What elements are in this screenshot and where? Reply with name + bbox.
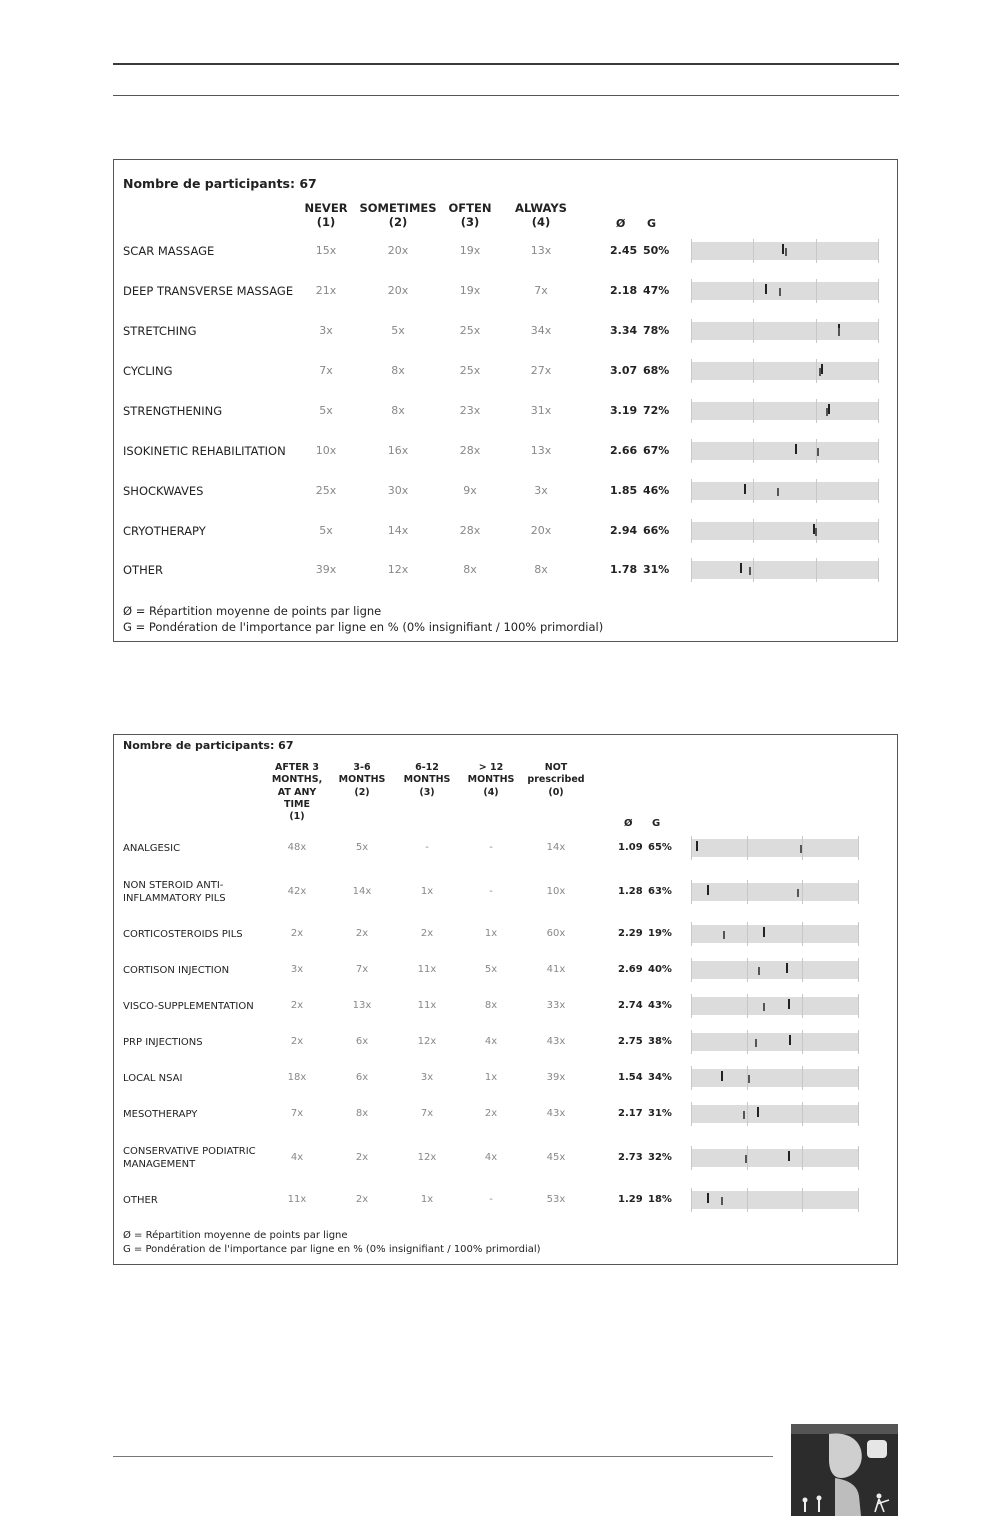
bar-tick xyxy=(691,1030,692,1054)
weight-value: 31% xyxy=(648,1107,672,1119)
row-label: CORTICOSTEROIDS PILS xyxy=(123,928,243,940)
table-cell: 25x xyxy=(459,363,481,377)
table-cell: 25x xyxy=(315,483,337,497)
avg-value: 2.75 xyxy=(618,1035,643,1047)
bar-tick xyxy=(802,1146,803,1170)
avg-marker xyxy=(744,484,746,494)
column-header: NOT prescribed (0) xyxy=(527,762,585,798)
avg-marker xyxy=(788,999,790,1009)
distribution-bar xyxy=(691,1149,859,1167)
row-label: CYCLING xyxy=(123,363,173,378)
table-cell: 14x xyxy=(352,885,372,897)
bar-tick xyxy=(747,958,748,982)
row-label: VISCO-SUPPLEMENTATION xyxy=(123,1000,254,1012)
weight-value: 19% xyxy=(648,927,672,939)
weight-marker xyxy=(785,248,787,256)
survey-table-exercises xyxy=(113,159,898,642)
table-cell: 8x xyxy=(463,562,477,576)
table-cell: 6x xyxy=(355,1035,369,1047)
bar-tick xyxy=(858,1188,859,1212)
weight-marker xyxy=(815,528,817,536)
weight-marker xyxy=(758,967,760,975)
table-cell: 15x xyxy=(315,243,337,257)
row-label: NON STEROID ANTI- INFLAMMATORY PILS xyxy=(123,880,226,904)
avg-value: 2.18 xyxy=(610,283,638,297)
table-cell: 19x xyxy=(459,243,481,257)
weight-value: 66% xyxy=(643,523,670,537)
bar-tick xyxy=(691,519,692,543)
avg-marker xyxy=(757,1107,759,1117)
weight-marker xyxy=(800,845,802,853)
table-cell: 10x xyxy=(546,885,566,897)
bar-tick xyxy=(747,836,748,860)
avg-value: 3.34 xyxy=(610,323,638,337)
avg-marker xyxy=(821,364,823,374)
bar-tick xyxy=(858,1146,859,1170)
avg-marker xyxy=(763,927,765,937)
bar-tick xyxy=(816,359,817,383)
table-cell: 2x xyxy=(290,999,304,1011)
bar-tick xyxy=(878,359,879,383)
bar-tick xyxy=(816,319,817,343)
table-cell: 20x xyxy=(530,523,552,537)
bar-tick xyxy=(802,1030,803,1054)
avg-marker xyxy=(828,404,830,414)
distribution-bar xyxy=(691,839,859,857)
row-label: PRP INJECTIONS xyxy=(123,1036,203,1048)
table-cell: 42x xyxy=(287,885,307,897)
bar-tick xyxy=(858,1102,859,1126)
avg-value: 2.73 xyxy=(618,1151,643,1163)
table-cell: 2x xyxy=(484,1107,498,1119)
row-label: STRETCHING xyxy=(123,323,197,338)
avg-value: 2.45 xyxy=(610,243,638,257)
table-cell: 7x xyxy=(290,1107,304,1119)
weight-value: 34% xyxy=(648,1071,672,1083)
avg-value: 2.17 xyxy=(618,1107,643,1119)
table-cell: 8x xyxy=(391,363,405,377)
table-cell: 39x xyxy=(315,562,337,576)
bar-tick xyxy=(691,994,692,1018)
table-cell: 5x xyxy=(484,963,498,975)
column-header: NEVER (1) xyxy=(304,201,348,230)
weight-value: 50% xyxy=(643,243,670,257)
distribution-bar xyxy=(691,1069,859,1087)
table-cell: 20x xyxy=(387,283,409,297)
bar-tick xyxy=(753,479,754,503)
weight-marker xyxy=(749,567,751,575)
table-cell: 4x xyxy=(484,1151,498,1163)
row-label: CONSERVATIVE PODIATRIC MANAGEMENT xyxy=(123,1146,256,1170)
row-label: MESOTHERAPY xyxy=(123,1108,198,1120)
participants-title: Nombre de participants: 67 xyxy=(123,739,294,752)
row-label: CRYOTHERAPY xyxy=(123,523,206,538)
weight-marker xyxy=(723,931,725,939)
avg-marker xyxy=(696,841,698,851)
table-cell: 45x xyxy=(546,1151,566,1163)
avg-value: 1.78 xyxy=(610,562,638,576)
weight-marker xyxy=(745,1155,747,1163)
bar-tick xyxy=(802,880,803,904)
footnote-avg: Ø = Répartition moyenne de points par ligne xyxy=(123,1230,348,1241)
bar-tick xyxy=(753,319,754,343)
bar-tick xyxy=(747,1030,748,1054)
table-cell: 43x xyxy=(546,1035,566,1047)
bar-tick xyxy=(816,279,817,303)
table-cell: 5x xyxy=(319,403,333,417)
table-cell: 3x xyxy=(319,323,333,337)
avg-value: 1.09 xyxy=(618,841,643,853)
weight-marker xyxy=(817,448,819,456)
weight-value: 68% xyxy=(643,363,670,377)
table-cell: 11x xyxy=(417,999,437,1011)
bar-tick xyxy=(747,994,748,1018)
bar-tick xyxy=(691,1188,692,1212)
footnote-avg: Ø = Répartition moyenne de points par ligne xyxy=(123,604,382,618)
distribution-bar xyxy=(691,883,859,901)
table-cell: 12x xyxy=(417,1151,437,1163)
avg-marker xyxy=(789,1035,791,1045)
weight-marker xyxy=(748,1075,750,1083)
table-cell: 9x xyxy=(463,483,477,497)
weight-value: 47% xyxy=(643,283,670,297)
avg-value: 2.29 xyxy=(618,927,643,939)
table-cell: 19x xyxy=(459,283,481,297)
table-cell: 11x xyxy=(287,1193,307,1205)
distribution-bar xyxy=(691,925,859,943)
weight-value: 31% xyxy=(643,562,670,576)
distribution-bar xyxy=(691,242,879,260)
bar-tick xyxy=(878,239,879,263)
bar-tick xyxy=(753,439,754,463)
table-cell: 2x xyxy=(355,927,369,939)
bar-tick xyxy=(753,239,754,263)
table-cell: 3x xyxy=(290,963,304,975)
table-cell: 33x xyxy=(546,999,566,1011)
bar-tick xyxy=(691,880,692,904)
table-cell: 27x xyxy=(530,363,552,377)
avg-value: 2.94 xyxy=(610,523,638,537)
bar-tick xyxy=(691,439,692,463)
table-cell: 39x xyxy=(546,1071,566,1083)
bar-tick xyxy=(753,359,754,383)
bar-tick xyxy=(753,399,754,423)
distribution-bar xyxy=(691,322,879,340)
table-cell: 8x xyxy=(534,562,548,576)
table-cell: 34x xyxy=(530,323,552,337)
bar-tick xyxy=(802,1066,803,1090)
weight-value: 40% xyxy=(648,963,672,975)
row-label: OTHER xyxy=(123,562,163,577)
participants-title: Nombre de participants: 67 xyxy=(123,176,317,191)
bar-tick xyxy=(858,836,859,860)
avg-marker xyxy=(765,284,767,294)
bar-tick xyxy=(691,1146,692,1170)
table-footnote xyxy=(123,603,603,635)
table-cell: 14x xyxy=(546,841,566,853)
bar-tick xyxy=(802,958,803,982)
distribution-bar xyxy=(691,362,879,380)
avg-marker xyxy=(788,1151,790,1161)
table-cell: 12x xyxy=(387,562,409,576)
bar-tick xyxy=(802,922,803,946)
table-cell: 2x xyxy=(355,1193,369,1205)
column-header: 6-12 MONTHS (3) xyxy=(403,762,451,798)
bar-tick xyxy=(691,1066,692,1090)
row-label: LOCAL NSAI xyxy=(123,1072,183,1084)
weight-value: 78% xyxy=(643,323,670,337)
table-cell: 6x xyxy=(355,1071,369,1083)
table-cell: - xyxy=(489,885,493,897)
weight-marker xyxy=(779,288,781,296)
row-label: ANALGESIC xyxy=(123,842,181,854)
weight-marker xyxy=(743,1111,745,1119)
weight-value: 18% xyxy=(648,1193,672,1205)
bar-tick xyxy=(747,922,748,946)
bar-tick xyxy=(691,1102,692,1126)
weight-marker xyxy=(777,488,779,496)
footer-rule xyxy=(113,1456,773,1457)
table-cell: 1x xyxy=(420,1193,434,1205)
weight-marker xyxy=(826,408,828,416)
table-cell: 8x xyxy=(355,1107,369,1119)
weight-column-header: G xyxy=(647,217,657,230)
avg-marker xyxy=(707,1193,709,1203)
bar-tick xyxy=(691,558,692,582)
table-cell: 7x xyxy=(420,1107,434,1119)
column-header: 3-6 MONTHS (2) xyxy=(338,762,386,798)
bar-tick xyxy=(858,922,859,946)
avg-marker xyxy=(786,963,788,973)
table-cell: 60x xyxy=(546,927,566,939)
row-label: ISOKINETIC REHABILITATION xyxy=(123,443,286,458)
avg-value: 1.85 xyxy=(610,483,638,497)
weight-value: 63% xyxy=(648,885,672,897)
table-cell: 4x xyxy=(484,1035,498,1047)
table-cell: 20x xyxy=(387,243,409,257)
bar-tick xyxy=(691,239,692,263)
avg-value: 2.66 xyxy=(610,443,638,457)
bar-tick xyxy=(747,1188,748,1212)
distribution-bar xyxy=(691,442,879,460)
table-cell: 1x xyxy=(484,927,498,939)
avg-marker xyxy=(782,244,784,254)
avg-marker xyxy=(795,444,797,454)
bar-tick xyxy=(858,958,859,982)
table-cell: 48x xyxy=(287,841,307,853)
table-cell: 28x xyxy=(459,523,481,537)
weight-marker xyxy=(838,328,840,336)
row-label: SCAR MASSAGE xyxy=(123,243,215,258)
bar-tick xyxy=(816,239,817,263)
bar-tick xyxy=(753,519,754,543)
table-cell: 4x xyxy=(290,1151,304,1163)
bar-tick xyxy=(691,319,692,343)
weight-marker xyxy=(797,889,799,897)
table-cell: 18x xyxy=(287,1071,307,1083)
distribution-bar xyxy=(691,1105,859,1123)
row-label: OTHER xyxy=(123,1194,158,1206)
weight-value: 67% xyxy=(643,443,670,457)
table-cell: 16x xyxy=(387,443,409,457)
table-cell: - xyxy=(489,841,493,853)
table-cell: 28x xyxy=(459,443,481,457)
bar-tick xyxy=(691,279,692,303)
table-cell: 13x xyxy=(530,243,552,257)
bar-tick xyxy=(878,479,879,503)
bar-tick xyxy=(858,1030,859,1054)
table-cell: - xyxy=(425,841,429,853)
bar-tick xyxy=(816,558,817,582)
avg-marker xyxy=(721,1071,723,1081)
avg-column-header: Ø xyxy=(624,818,633,829)
table-cell: - xyxy=(489,1193,493,1205)
table-cell: 2x xyxy=(420,927,434,939)
table-cell: 43x xyxy=(546,1107,566,1119)
bar-tick xyxy=(878,279,879,303)
weight-value: 65% xyxy=(648,841,672,853)
table-cell: 14x xyxy=(387,523,409,537)
weight-value: 43% xyxy=(648,999,672,1011)
bar-tick xyxy=(816,399,817,423)
header-subrule xyxy=(113,95,899,96)
row-label: DEEP TRANSVERSE MASSAGE xyxy=(123,283,294,298)
table-cell: 3x xyxy=(534,483,548,497)
footnote-g: G = Pondération de l'importance par ligne en % (0% insignifiant / 100% primordial) xyxy=(123,620,604,635)
weight-value: 46% xyxy=(643,483,670,497)
weight-value: 32% xyxy=(648,1151,672,1163)
table-cell: 12x xyxy=(417,1035,437,1047)
bar-tick xyxy=(878,558,879,582)
table-cell: 2x xyxy=(355,1151,369,1163)
bar-tick xyxy=(802,994,803,1018)
distribution-bar xyxy=(691,482,879,500)
bar-tick xyxy=(691,399,692,423)
column-header: OFTEN (3) xyxy=(448,201,492,230)
column-header: ALWAYS (4) xyxy=(515,201,567,230)
bar-tick xyxy=(691,958,692,982)
bar-tick xyxy=(858,994,859,1018)
row-label: STRENGTHENING xyxy=(123,403,223,418)
table-cell: 5x xyxy=(391,323,405,337)
distribution-bar xyxy=(691,522,879,540)
avg-value: 2.74 xyxy=(618,999,643,1011)
weight-column-header: G xyxy=(652,818,661,829)
avg-value: 1.29 xyxy=(618,1193,643,1205)
avg-value: 2.69 xyxy=(618,963,643,975)
avg-value: 1.28 xyxy=(618,885,643,897)
distribution-bar xyxy=(691,561,879,579)
table-cell: 5x xyxy=(319,523,333,537)
column-header: AFTER 3 MONTHS, AT ANY TIME (1) xyxy=(271,762,323,823)
table-cell: 1x xyxy=(484,1071,498,1083)
table-cell: 8x xyxy=(484,999,498,1011)
bar-tick xyxy=(802,1102,803,1126)
row-label: CORTISON INJECTION xyxy=(123,964,230,976)
avg-value: 1.54 xyxy=(618,1071,643,1083)
header-rule xyxy=(113,63,899,65)
bar-tick xyxy=(802,1188,803,1212)
table-cell: 13x xyxy=(530,443,552,457)
weight-marker xyxy=(755,1039,757,1047)
bar-tick xyxy=(747,880,748,904)
footnote-g: G = Pondération de l'importance par ligne en % (0% insignifiant / 100% primordial) xyxy=(123,1244,541,1255)
table-cell: 25x xyxy=(459,323,481,337)
avg-value: 3.19 xyxy=(610,403,638,417)
table-cell: 2x xyxy=(290,1035,304,1047)
bar-tick xyxy=(816,479,817,503)
avg-marker xyxy=(740,563,742,573)
distribution-bar xyxy=(691,997,859,1015)
table-cell: 31x xyxy=(530,403,552,417)
table-cell: 10x xyxy=(315,443,337,457)
table-cell: 7x xyxy=(319,363,333,377)
table-cell: 11x xyxy=(417,963,437,975)
table-cell: 23x xyxy=(459,403,481,417)
table-cell: 21x xyxy=(315,283,337,297)
table-cell: 41x xyxy=(546,963,566,975)
bar-tick xyxy=(858,880,859,904)
bar-tick xyxy=(858,1066,859,1090)
weight-marker xyxy=(721,1197,723,1205)
table-cell: 3x xyxy=(420,1071,434,1083)
bar-tick xyxy=(878,439,879,463)
bar-tick xyxy=(747,1146,748,1170)
bar-tick xyxy=(691,479,692,503)
table-cell: 13x xyxy=(352,999,372,1011)
weight-marker xyxy=(763,1003,765,1011)
bar-tick xyxy=(878,399,879,423)
avg-column-header: Ø xyxy=(616,217,626,230)
table-cell: 2x xyxy=(290,927,304,939)
distribution-bar xyxy=(691,402,879,420)
avg-value: 3.07 xyxy=(610,363,638,377)
column-header: SOMETIMES (2) xyxy=(359,201,437,230)
column-header: > 12 MONTHS (4) xyxy=(467,762,515,798)
bar-tick xyxy=(878,319,879,343)
table-cell: 7x xyxy=(534,283,548,297)
distribution-bar xyxy=(691,1033,859,1051)
table-cell: 7x xyxy=(355,963,369,975)
weight-value: 38% xyxy=(648,1035,672,1047)
distribution-bar xyxy=(691,961,859,979)
bar-tick xyxy=(691,836,692,860)
avg-marker xyxy=(707,885,709,895)
row-label: SHOCKWAVES xyxy=(123,483,204,498)
bar-tick xyxy=(753,279,754,303)
distribution-bar xyxy=(691,1191,859,1209)
weight-value: 72% xyxy=(643,403,670,417)
table-cell: 5x xyxy=(355,841,369,853)
bar-tick xyxy=(878,519,879,543)
table-cell: 30x xyxy=(387,483,409,497)
table-footnote xyxy=(123,1229,541,1257)
bar-tick xyxy=(691,359,692,383)
knee-xray-thumbnail-image xyxy=(791,1424,898,1516)
table-cell: 8x xyxy=(391,403,405,417)
weight-marker xyxy=(819,368,821,376)
bar-tick xyxy=(753,558,754,582)
distribution-bar xyxy=(691,282,879,300)
table-cell: 53x xyxy=(546,1193,566,1205)
bar-tick xyxy=(747,1102,748,1126)
table-cell: 1x xyxy=(420,885,434,897)
survey-table-medication xyxy=(113,734,898,1265)
bar-tick xyxy=(691,922,692,946)
